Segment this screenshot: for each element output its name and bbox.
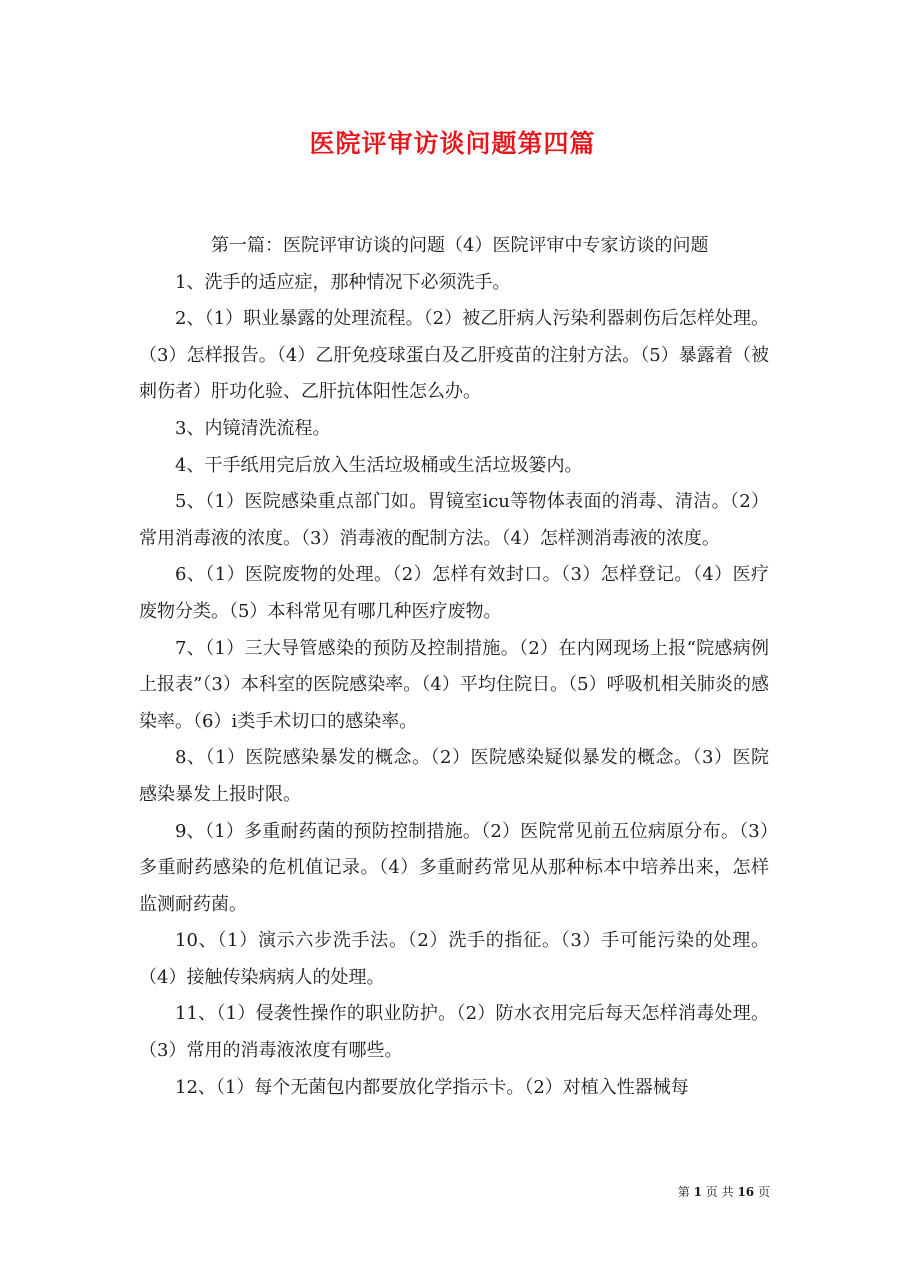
paragraph: 2、（1）职业暴露的处理流程。（2）被乙肝病人污染利器刺伤后怎样处理。（3）怎样报告。（4）乙肝免疫球蛋白及乙肝疫苗的注射方法。（5）暴露着（被刺伤者）肝功化验、乙肝抗体阳性怎么办。 xyxy=(139,308,769,403)
paragraph: 第一篇：医院评审访谈的问题（4）医院评审中专家访谈的问题 xyxy=(211,235,709,256)
paragraph: 6、（1）医院废物的处理。（2）怎样有效封口。（3）怎样登记。（4）医疗废物分类。（5）本科常见有哪几种医疗废物。 xyxy=(139,564,769,622)
document-title: 医院评审访谈问题第四篇 xyxy=(309,129,596,158)
paragraph: 12、（1）每个无菌包内都要放化学指示卡。（2）对植入性器械每 xyxy=(175,1076,689,1098)
paragraph: 5、（1）医院感染重点部门如。胃镜室icu等物体表面的消毒、清洁。（2）常用消毒液的浓度。（3）消毒液的配制方法。（4）怎样测消毒液的浓度。 xyxy=(139,491,769,549)
paragraph: 11、（1）侵袭性操作的职业防护。（2）防水衣用完后每天怎样消毒处理。（3）常用的消毒液浓度有哪些。 xyxy=(139,1003,769,1062)
footer-prefix: 第 xyxy=(677,1185,690,1199)
paragraph: 1、洗手的适应症，那种情况下必须洗手。 xyxy=(175,271,511,293)
paragraph: 4、干手纸用完后放入生活垃圾桶或生活垃圾篓内。 xyxy=(175,454,583,476)
paragraph: 7、（1）三大导管感染的预防及控制措施。（2）在内网现场上报“院感病例上报表”（3）本科室的医院感染率。（4）平均住院日。（5）呼吸机相关肺炎的感染率。（6）i类手术切口的感染率。 xyxy=(139,637,769,732)
paragraph: 3、内镜清洗流程。 xyxy=(175,417,331,439)
footer-total-pages: 16 xyxy=(737,1185,755,1199)
footer-middle: 页 共 xyxy=(705,1185,734,1199)
page-footer xyxy=(640,1184,770,1200)
paragraph: 10、（1）演示六步洗手法。（2）洗手的指征。（3）手可能污染的处理。（4）接触传染病病人的处理。 xyxy=(139,930,769,988)
footer-suffix: 页 xyxy=(757,1185,770,1199)
paragraph: 8、（1）医院感染暴发的概念。（2）医院感染疑似暴发的概念。（3）医院感染暴发上报时限。 xyxy=(139,747,769,805)
document-body xyxy=(139,228,769,1106)
paragraph: 9、（1）多重耐药菌的预防控制措施。（2）医院常见前五位病原分布。（3）多重耐药感染的危机值记录。（4）多重耐药常见从那种标本中培养出来，怎样监测耐药菌。 xyxy=(139,820,769,915)
footer-page-number: 1 xyxy=(693,1185,702,1199)
